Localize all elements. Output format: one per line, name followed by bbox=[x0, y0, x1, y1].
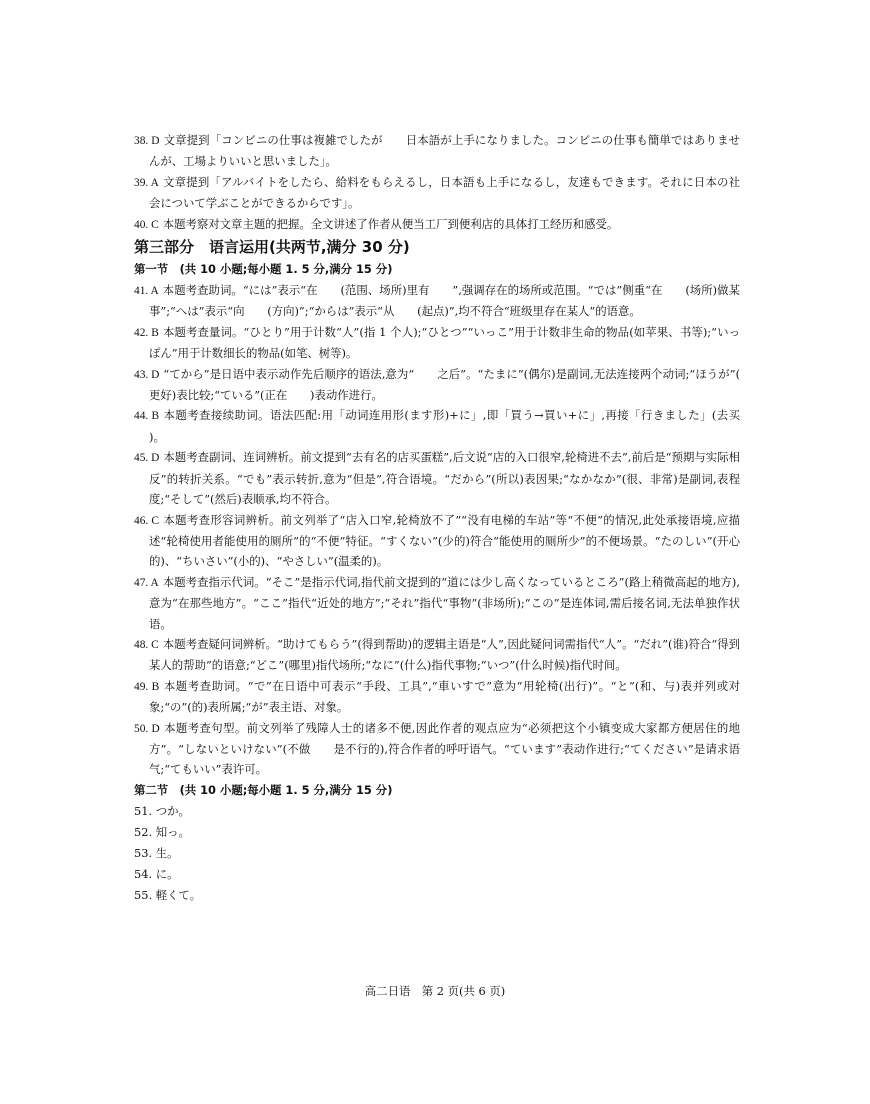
answer-number: 55. bbox=[134, 887, 153, 902]
answer-text: 知っ。 bbox=[155, 824, 190, 839]
answer-number: 39. A bbox=[134, 176, 159, 189]
answer-text: 本题考查量词。“ひとり”用于计数“人”(指 1 个人);“ひとつ”“いっこ”用于计数非生命的物品(如苹果、书等);“いっぽん”用于计数细长的物品(如笔、树等)。 bbox=[149, 324, 740, 361]
answer-49 bbox=[134, 676, 740, 718]
answer-53 bbox=[134, 843, 740, 864]
answer-text: 文章提到「アルバイトをしたら、給料をもらえるし，日本語も上手になるし，友達もできます。それに日本の社会について学ぶことができるからです」。 bbox=[149, 174, 741, 211]
answer-text: 軽くて。 bbox=[155, 887, 202, 902]
answer-number: 53. bbox=[134, 845, 153, 860]
answer-text: 本题考查疑问词辨析。“助けてもらう”(得到帮助)的逻辑主语是“人”,因此疑问词需指代“人”。“だれ”(谁)符合“得到某人的帮助”的语意;“どこ”(哪里)指代场所;“なに”(什么)指代事物;“いつ”(什么时候)指代时间。 bbox=[149, 636, 741, 673]
answer-number: 50. D bbox=[134, 722, 160, 735]
answer-text: 本题考查接续助词。语法匹配:用「动词连用形(ます形)+に」,即「買う→買い+に」,再接「行きました」(去买 )。 bbox=[149, 408, 763, 444]
answer-46 bbox=[134, 510, 740, 572]
answer-number: 41. A bbox=[134, 285, 159, 298]
answer-text: に。 bbox=[155, 866, 179, 881]
answer-text: 本题考查助词。“で”在日语中可表示“手段、工具”,“車いすで”意为“用轮椅(出行)”。“と”(和、与)表并列或对象;“の”(的)表所属;“が”表主语、对象。 bbox=[149, 678, 740, 715]
answer-text: 本题考察对文章主题的把握。全文讲述了作者从便当工厂到便利店的具体打工经历和感受。 bbox=[162, 216, 619, 231]
answer-51 bbox=[134, 801, 740, 822]
answer-text: “てから”是日语中表示动作先后顺序的语法,意为“ 之后”。“たまに”(偶尔)是副词,无法连接两个动词;“ほうが”( 更好)表比较;“ている”(正在 )表动作进行。 bbox=[149, 366, 763, 403]
answer-47 bbox=[134, 572, 740, 634]
answer-text: 本题考查句型。前文列举了残障人士的诸多不便,因此作者的观点应为“必须把这个小镇变成大家都方便居住的地方”。“しないといけない”(不做 是不行的),符合作者的呼吁语气。“ています”表动作进行;“てください”是请求语气;“てもいい”表许可。 bbox=[149, 720, 740, 777]
answer-number: 51. bbox=[134, 803, 153, 818]
answer-number: 44. B bbox=[134, 410, 160, 423]
answer-52 bbox=[134, 822, 740, 843]
answer-text: 文章提到「コンビニの仕事は複雑でしたが 日本語が上手になりました。コンビニの仕事も簡単ではありませんが、工場よりいいと思いました」。 bbox=[149, 133, 740, 169]
page-footer: 高二日语 第 2 页(共 6 页) bbox=[364, 984, 506, 998]
answer-text: つか。 bbox=[155, 803, 190, 818]
answer-48 bbox=[134, 634, 740, 676]
answer-text: 本题考查副词、连词辨析。前文提到“去有名的店买蛋糕”,后文说“店的入口很窄,轮椅进不去”,前后是“预期与实际相反”的转折关系。“でも”表示转折,意为“但是”,符合语境。“だから”(所以)表因果;“なかなか”(很、非常)是副词,表程度;“そして”(然后)表顺承,均不符合。 bbox=[149, 450, 741, 507]
answer-number: 47. A bbox=[134, 576, 159, 589]
answer-number: 49. B bbox=[134, 680, 160, 693]
answer-number: 40. C bbox=[134, 218, 159, 231]
answer-number: 54. bbox=[134, 866, 153, 881]
answer-40 bbox=[134, 214, 740, 235]
answer-text: 本题考查助词。“には”表示“在 (范围、场所)里有 ”,强调存在的场所或范围。“では”侧重“在 (场所)做某事”;“へは”表示“向 (方向)”;“からは”表示“从 (起点)”,均不符合“班级里存在某人”的语意。 bbox=[149, 283, 740, 319]
answer-45 bbox=[134, 447, 740, 509]
answer-number: 43. D bbox=[134, 368, 160, 381]
answer-number: 38. D bbox=[134, 135, 160, 147]
answer-54 bbox=[134, 864, 740, 885]
answer-55 bbox=[134, 885, 740, 906]
part3-title: 第三部分 语言运用(共两节,满分 30 分) bbox=[134, 238, 410, 257]
section2-title: 第二节 (共 10 小题;每小题 1. 5 分,满分 15 分) bbox=[134, 782, 393, 797]
answer-44 bbox=[134, 405, 763, 447]
answer-number: 46. C bbox=[134, 514, 160, 527]
section1-title: 第一节 (共 10 小题;每小题 1. 5 分,满分 15 分) bbox=[134, 262, 393, 277]
answer-42 bbox=[134, 322, 740, 364]
answer-number: 45. D bbox=[134, 452, 160, 465]
answer-text: 本题考查形容词辨析。前文列举了“店入口窄,轮椅放不了”“没有电梯的车站”等“不便”的情况,此处承接语境,应描述“轮椅使用者能使用的厕所”的“不便”特征。“すくない”(少的)符合“能使用的厕所少”的不便场景。“たのしい”(开心的)、“ちいさい”(小的)、“やさしい”(温柔的)。 bbox=[149, 512, 741, 569]
answer-50 bbox=[134, 718, 740, 780]
answer-38 bbox=[134, 130, 740, 172]
answer-text: 本题考查指示代词。“そこ”是指示代词,指代前文提到的“道には少し高くなっているところ”(路上稍微高起的地方),意为“在那些地方”。“ここ”指代“近处的地方”;“それ”指代“事物”(非场所);“この”是连体词,需后接名词,无法单独作状语。 bbox=[149, 574, 740, 631]
answer-number: 52. bbox=[134, 824, 153, 839]
answer-41 bbox=[134, 280, 740, 322]
answer-page bbox=[134, 130, 763, 906]
answer-number: 48. C bbox=[134, 638, 159, 651]
answer-39 bbox=[134, 172, 740, 214]
answer-text: 生。 bbox=[155, 845, 179, 860]
answer-number: 42. B bbox=[134, 326, 159, 339]
answer-43 bbox=[134, 364, 763, 406]
